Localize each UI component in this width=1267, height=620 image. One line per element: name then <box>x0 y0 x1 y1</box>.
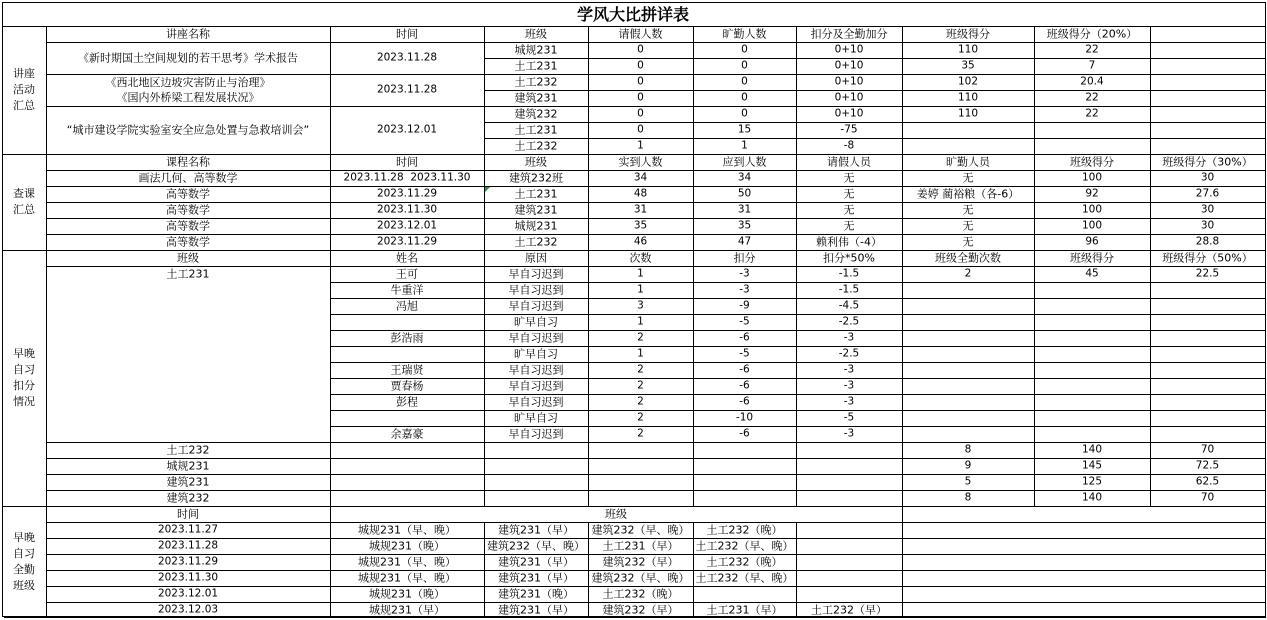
class: 城规231 <box>514 219 558 233</box>
times: 2 <box>637 411 644 424</box>
absent-count: 0 <box>741 107 748 120</box>
class-header-6: 旷勤人员 <box>946 155 990 169</box>
absent-count: 0 <box>741 43 748 56</box>
leave-person: 无 <box>843 171 855 185</box>
lecture-header-3: 请假人数 <box>618 27 663 41</box>
course-name: 画法几何、高等数学 <box>138 171 238 185</box>
morning-header-4: 扣分 <box>733 251 756 265</box>
attendance-class-entry: 建筑231（早） <box>498 523 574 537</box>
absent-person: 无 <box>962 171 974 185</box>
attendance-date: 2023.12.03 <box>157 603 219 616</box>
deduction-50: -3 <box>843 395 855 408</box>
lecture-header-5: 扣分及全勤加分 <box>810 27 888 41</box>
class-header-1: 时间 <box>396 155 418 169</box>
attendance-class-entry: 建筑231（早） <box>498 603 574 617</box>
course-name: 高等数学 <box>166 203 210 217</box>
class: 城规231 <box>514 43 558 57</box>
class: 土工231 <box>514 123 558 137</box>
row-line <box>484 106 1265 107</box>
absent-person: 无 <box>962 219 974 233</box>
full-attendance-count: 5 <box>964 475 972 488</box>
row-line <box>484 58 1265 59</box>
reason: 早自习迟到 <box>508 395 564 409</box>
reason: 早自习迟到 <box>508 283 564 297</box>
row-line <box>484 90 1265 91</box>
attendance-class-entry: 城规231（晚） <box>369 539 445 553</box>
deduction-50: -5 <box>843 411 855 424</box>
lecture-time: 2023.11.28 <box>376 83 438 96</box>
absent-person: 无 <box>962 235 974 249</box>
class-score: 110 <box>957 91 979 104</box>
morning-header-7: 班级得分 <box>1070 251 1114 265</box>
deduction: -6 <box>739 427 750 440</box>
attendance-class-entry: 城规231（早、晚） <box>358 571 456 585</box>
class-score: 92 <box>1085 187 1099 200</box>
class-score-30: 27.6 <box>1195 187 1220 200</box>
present-count: 34 <box>633 171 648 184</box>
times: 1 <box>637 283 644 296</box>
attendance-date: 2023.12.01 <box>157 587 219 600</box>
absent-count: 0 <box>741 75 748 88</box>
absent-count: 0 <box>741 91 748 104</box>
course-time: 2023.11.28 2023.11.30 <box>343 171 471 184</box>
reason: 早自习迟到 <box>508 379 564 393</box>
deduction: -9 <box>739 299 750 312</box>
bonus: -75 <box>840 123 858 136</box>
leave-count: 0 <box>637 91 644 104</box>
course-time: 2023.11.30 <box>376 203 438 216</box>
times: 1 <box>637 347 644 360</box>
row-line <box>330 282 1265 283</box>
attendance-class-entry: 建筑231（晚） <box>498 587 574 601</box>
deduction: -10 <box>735 411 754 424</box>
morning-header-3: 次数 <box>629 251 652 265</box>
section-label-classes: 查课 汇总 <box>13 187 35 216</box>
group-line <box>46 42 484 43</box>
reason: 旷早自习 <box>514 315 558 329</box>
attendance-class-entry: 建筑232（早、晚） <box>591 571 690 585</box>
class-header-0: 课程名称 <box>166 155 210 169</box>
student-name: 彭浩雨 <box>390 331 424 345</box>
leave-count: 0 <box>637 75 644 88</box>
full-attendance-count: 8 <box>964 491 972 504</box>
class-score-50: 70 <box>1200 491 1215 504</box>
lecture-name: “城市建设学院实验室安全应急处置与急救培训会” <box>66 123 310 137</box>
student-name: 王瑞贤 <box>390 363 424 377</box>
attendance-class-entry: 建筑231（早） <box>498 555 574 569</box>
class: 建筑231 <box>514 203 558 217</box>
deduction: -6 <box>739 395 750 408</box>
lecture-name: 《西北地区边坡灾害防止与治理》 《国内外桥梁工程发展状况》 <box>105 76 271 104</box>
lecture-header-7: 班级得分（20%） <box>1046 27 1138 41</box>
class-score: 110 <box>957 43 979 56</box>
deduction-50: -3 <box>843 379 855 392</box>
present-count: 31 <box>633 203 648 216</box>
deduction: -6 <box>739 379 750 392</box>
attendance-class-entry: 建筑231（早） <box>498 571 574 585</box>
bonus: 0+10 <box>834 43 864 56</box>
leave-person: 赖利伟（-4） <box>816 235 882 249</box>
attendance-class-entry: 建筑232（早、晚） <box>591 523 690 537</box>
attendance-class-entry: 土工231（早） <box>706 603 783 617</box>
absent-count: 15 <box>737 123 752 136</box>
deduction-50: -1.5 <box>838 283 860 296</box>
course-name: 高等数学 <box>166 235 210 249</box>
lecture-name: 《新时期国土空间规划的若干思考》学术报告 <box>78 51 298 65</box>
class: 建筑232 <box>514 107 558 121</box>
expected-count: 47 <box>737 235 752 248</box>
class: 土工232 <box>514 139 558 153</box>
bonus: 0+10 <box>834 59 864 72</box>
class-score: 96 <box>1085 235 1099 248</box>
attendance-class-entry: 土工232（早） <box>811 603 887 617</box>
leave-person: 无 <box>843 203 855 217</box>
class-header-5: 请假人员 <box>827 155 871 169</box>
deduction-50: -3 <box>843 331 855 344</box>
class: 土工231 <box>514 187 558 201</box>
deduction-50: -2.5 <box>838 315 860 328</box>
row-line <box>46 186 1265 187</box>
course-time: 2023.12.01 <box>376 219 438 232</box>
attendance-class-entry: 城规231（晚） <box>369 587 445 601</box>
attendance-date: 2023.11.29 <box>157 555 219 568</box>
attendance-date: 2023.11.27 <box>157 523 219 536</box>
class-score: 145 <box>1081 459 1103 472</box>
section-label-attendance: 早晚 自习 全勤 班级 <box>13 531 35 592</box>
class-score: 125 <box>1081 475 1103 488</box>
class-score: 140 <box>1081 443 1103 456</box>
class-score-50: 70 <box>1200 443 1215 456</box>
present-count: 46 <box>633 235 648 248</box>
course-time: 2023.11.29 <box>376 235 438 248</box>
class-header-4: 应到人数 <box>722 155 767 169</box>
attendance-date: 2023.11.28 <box>157 539 219 552</box>
student-name: 贾春杨 <box>390 379 424 393</box>
column-line <box>330 26 331 154</box>
row-line <box>330 394 1265 395</box>
page-title: 学风大比拼详表 <box>576 5 690 24</box>
attendance-class-entry: 城规231（早、晚） <box>358 555 456 569</box>
expected-count: 34 <box>737 171 752 184</box>
class-score: 140 <box>1081 491 1103 504</box>
class-score-50: 72.5 <box>1195 459 1220 472</box>
absent-person: 姜婷 蔺裕粮（各-6） <box>916 187 1020 201</box>
absent-count: 1 <box>741 139 748 152</box>
class: 建筑231 <box>514 91 558 105</box>
row-line <box>484 74 1265 75</box>
section-label-lectures: 讲座 活动 汇总 <box>13 67 35 112</box>
deduction-50: -4.5 <box>838 299 860 312</box>
student-name: 彭程 <box>396 395 418 409</box>
class-score-50: 22.5 <box>1195 267 1220 280</box>
class-header-2: 班级 <box>525 155 547 169</box>
class-score: 35 <box>961 59 975 72</box>
bonus: -8 <box>843 139 855 152</box>
deduction-50: -1.5 <box>838 267 860 280</box>
class: 建筑232 <box>166 491 210 505</box>
row-line <box>330 346 1265 347</box>
attendance-class-entry: 城规231（早） <box>369 603 445 617</box>
bonus: 0+10 <box>834 107 864 120</box>
section-label-divider <box>46 26 47 618</box>
sheet-border-left <box>2 2 3 617</box>
times: 3 <box>637 299 644 312</box>
class-score-50: 62.5 <box>1195 475 1220 488</box>
row-line <box>484 42 1265 43</box>
absent-count: 0 <box>741 59 748 72</box>
times: 2 <box>637 395 644 408</box>
attendance-class-entry: 土工231（早） <box>602 539 679 553</box>
deduction-50: -3 <box>843 427 855 440</box>
present-count: 48 <box>633 187 648 200</box>
attendance-class-entry: 建筑232（早） <box>602 555 679 569</box>
expected-count: 31 <box>737 203 752 216</box>
attendance-date: 2023.11.30 <box>157 571 219 584</box>
row-line <box>484 138 1265 139</box>
reason: 旷早自习 <box>514 411 558 425</box>
row-line <box>330 362 1265 363</box>
attendance-class-entry: 建筑232（早、晚） <box>487 539 585 553</box>
attendance-header-time: 时间 <box>177 507 199 521</box>
class: 土工231 <box>514 59 558 73</box>
times: 2 <box>637 331 644 344</box>
full-attendance-count: 9 <box>964 459 972 472</box>
section-label-morning-deductions: 早晚 自习 扣分 情况 <box>13 347 35 408</box>
class-score-30: 30 <box>1200 203 1215 216</box>
cell-comment-marker <box>485 187 490 192</box>
times: 2 <box>637 379 644 392</box>
sheet-border-top <box>2 2 1266 3</box>
deduction: -6 <box>739 331 750 344</box>
morning-header-1: 姓名 <box>396 251 418 265</box>
leave-person: 无 <box>843 219 855 233</box>
class: 建筑231 <box>166 475 210 489</box>
group-line <box>46 106 484 107</box>
times: 2 <box>637 363 644 376</box>
class-score: 100 <box>1081 219 1103 232</box>
deduction-50: -3 <box>843 363 855 376</box>
student-name: 王可 <box>396 267 418 281</box>
reason: 早自习迟到 <box>508 299 564 313</box>
course-name: 高等数学 <box>166 219 210 233</box>
class-score-30: 28.8 <box>1195 235 1220 248</box>
column-line <box>1265 522 1266 618</box>
course-name: 高等数学 <box>166 187 210 201</box>
attendance-class-entry: 城规231（早、晚） <box>358 523 456 537</box>
reason: 早自习迟到 <box>508 331 564 345</box>
lecture-header-1: 时间 <box>396 27 418 41</box>
attendance-class-entry: 土工232（晚） <box>602 587 679 601</box>
lecture-header-0: 讲座名称 <box>166 27 210 41</box>
class-score: 100 <box>1081 171 1103 184</box>
class: 土工232 <box>514 235 558 249</box>
morning-header-2: 原因 <box>525 251 547 265</box>
expected-count: 50 <box>737 187 752 200</box>
class: 土工232 <box>514 75 558 89</box>
row-line <box>330 330 1265 331</box>
lecture-header-6: 班级得分 <box>946 27 990 41</box>
leave-person: 无 <box>843 187 855 201</box>
absent-person: 无 <box>962 203 974 217</box>
bonus: 0+10 <box>834 91 864 104</box>
class-header-3: 实到人数 <box>618 155 663 169</box>
attendance-class-entry: 土工232（晚） <box>706 555 783 569</box>
attendance-class-entry: 土工232（晚） <box>706 523 783 537</box>
bonus: 0+10 <box>834 75 864 88</box>
student-name: 牛重洋 <box>390 283 424 297</box>
reason: 早自习迟到 <box>508 267 564 281</box>
class-score-30: 30 <box>1200 219 1215 232</box>
lecture-header-2: 班级 <box>525 27 547 41</box>
deduction: -5 <box>739 347 750 360</box>
class-header-7: 班级得分 <box>1070 155 1114 169</box>
class-score: 45 <box>1085 267 1099 280</box>
reason: 早自习迟到 <box>508 427 564 441</box>
class: 建筑232班 <box>509 171 563 185</box>
row-line <box>330 426 1265 427</box>
full-attendance-count: 8 <box>964 443 972 456</box>
attendance-class-entry: 土工232（早、晚） <box>695 571 794 585</box>
morning-header-6: 班级全勤次数 <box>935 251 1001 265</box>
times: 1 <box>637 315 644 328</box>
deduction: -5 <box>739 315 750 328</box>
attendance-class-entry: 土工232（早、晚） <box>695 539 794 553</box>
deduction-50: -2.5 <box>838 347 860 360</box>
row-line <box>330 314 1265 315</box>
course-time: 2023.11.29 <box>376 187 438 200</box>
class: 土工231 <box>166 267 210 281</box>
reason: 早自习迟到 <box>508 363 564 377</box>
class-score-20: 20.4 <box>1080 75 1104 88</box>
morning-header-5: 扣分*50% <box>823 251 875 265</box>
row-line <box>330 298 1265 299</box>
class: 土工232 <box>166 443 210 457</box>
attendance-class-entry: 建筑232（早） <box>602 603 679 617</box>
attendance-header-class: 班级 <box>605 507 627 521</box>
lecture-time: 2023.11.28 <box>376 51 438 64</box>
full-attendance-count: 2 <box>964 267 972 280</box>
class-score-20: 22 <box>1085 43 1099 56</box>
row-line <box>46 234 1265 235</box>
leave-count: 0 <box>637 123 644 136</box>
leave-count: 1 <box>637 139 644 152</box>
leave-count: 0 <box>637 43 644 56</box>
morning-header-8: 班级得分（50%） <box>1162 251 1253 265</box>
class-score-20: 7 <box>1088 59 1096 72</box>
leave-count: 0 <box>637 59 644 72</box>
class-score-20: 22 <box>1085 91 1099 104</box>
deduction: -3 <box>739 283 750 296</box>
class-score: 110 <box>957 107 979 120</box>
present-count: 35 <box>633 219 648 232</box>
class-score-20: 22 <box>1085 107 1099 120</box>
leave-count: 0 <box>637 107 644 120</box>
class-score-30: 30 <box>1200 171 1215 184</box>
row-line <box>484 122 1265 123</box>
row-line <box>330 410 1265 411</box>
row-line <box>330 266 1265 267</box>
class-header-8: 班级得分（30%） <box>1162 155 1253 169</box>
deduction: -6 <box>739 363 750 376</box>
column-line <box>902 506 903 522</box>
deduction: -3 <box>739 267 750 280</box>
lecture-time: 2023.12.01 <box>376 123 438 136</box>
reason: 旷早自习 <box>514 347 558 361</box>
lecture-header-4: 旷勤人数 <box>722 27 767 41</box>
class-score: 102 <box>957 75 979 88</box>
class-score: 100 <box>1081 203 1103 216</box>
times: 1 <box>637 267 644 280</box>
expected-count: 35 <box>737 219 752 232</box>
student-name: 余嘉豪 <box>390 427 424 441</box>
student-name: 冯旭 <box>396 299 418 313</box>
morning-header-0: 班级 <box>177 251 199 265</box>
class: 城规231 <box>166 459 210 473</box>
times: 2 <box>637 427 644 440</box>
row-line <box>330 378 1265 379</box>
